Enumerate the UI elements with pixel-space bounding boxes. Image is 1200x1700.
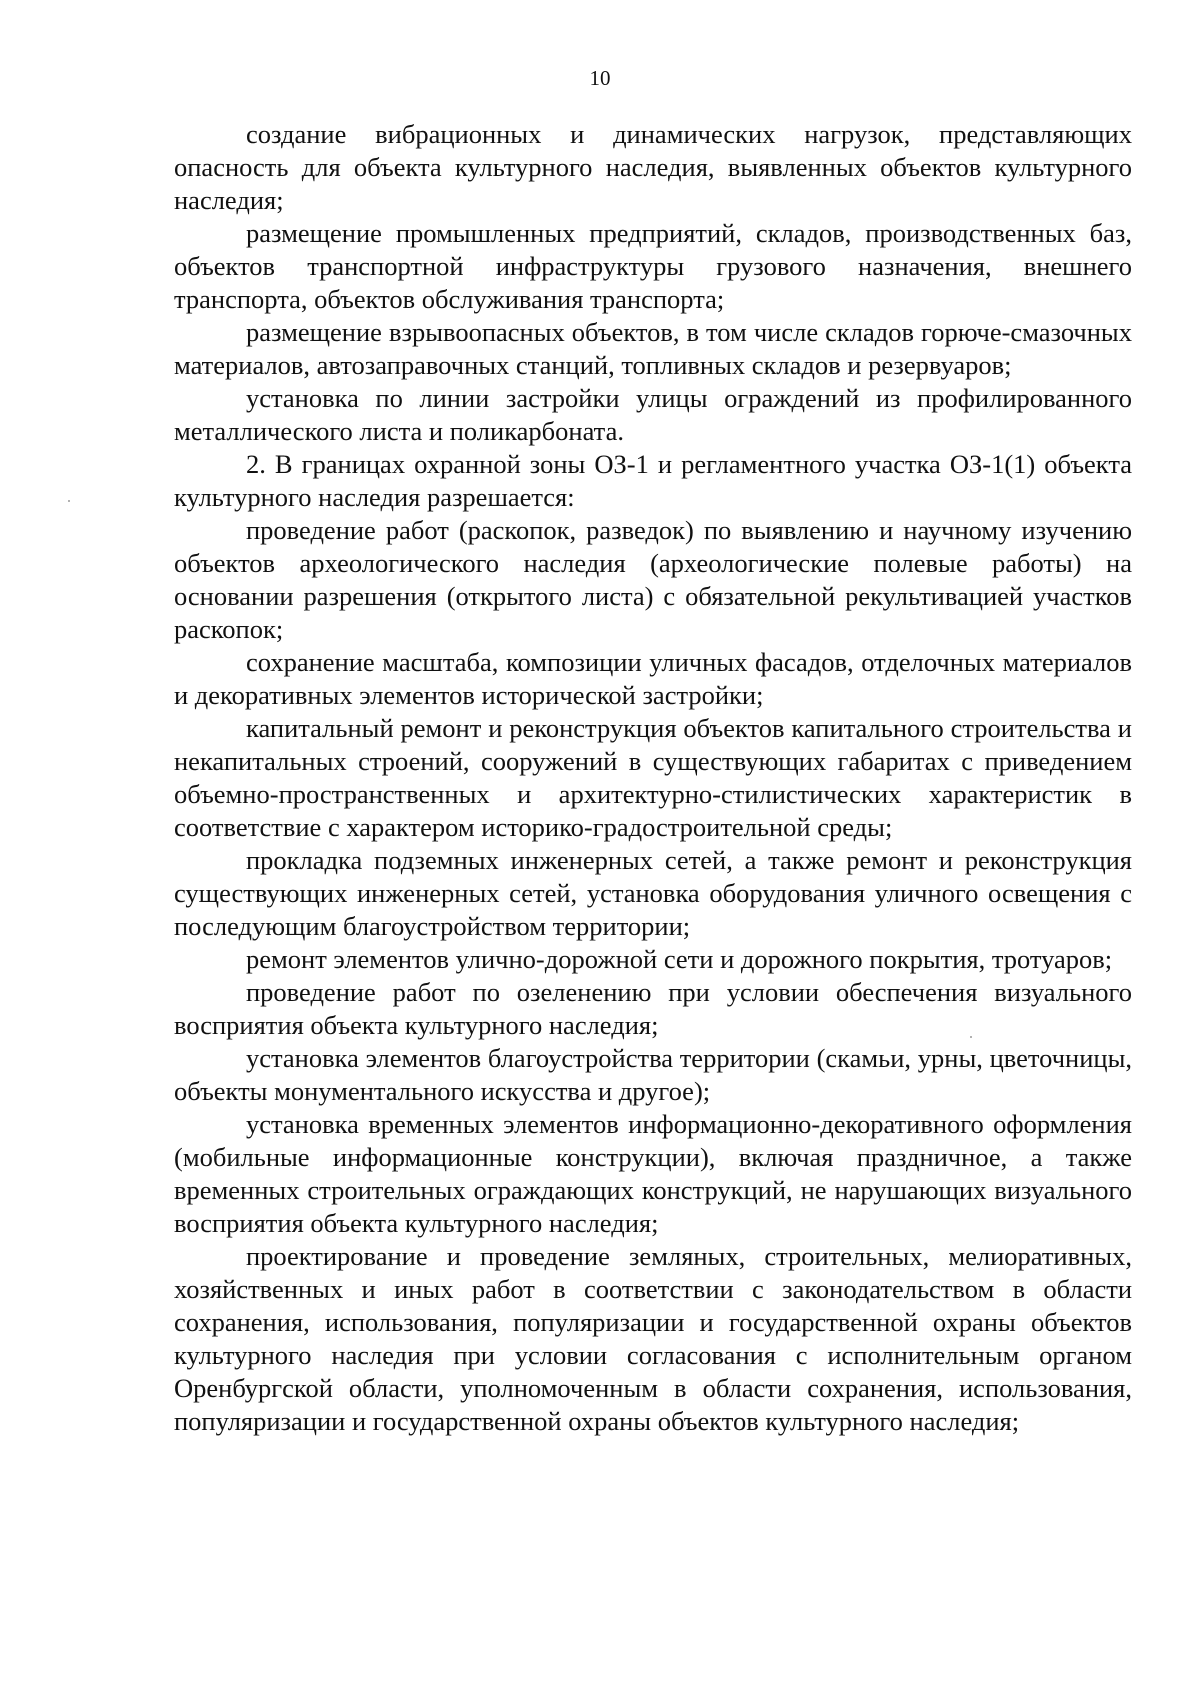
- paragraph-street-furniture: установка элементов благоустройства территории (скамьи, урны, цветочницы, объекты монументального искусства и другое);: [174, 1043, 1132, 1106]
- scan-speck: [68, 500, 70, 502]
- paragraph-section-2-heading: 2. В границах охранной зоны ОЗ-1 и регламентного участка ОЗ-1(1) объекта культурного наследия разрешается:: [174, 449, 1132, 512]
- page-number: 10: [589, 66, 611, 90]
- paragraph-archaeological-works: проведение работ (раскопок, разведок) по выявлению и научному изучению объектов археологического наследия (археологические полевые работы) на основании разрешения (открытого листа) с обязательной рекультивацией участков раскопок;: [174, 515, 1132, 644]
- paragraph-underground-networks: прокладка подземных инженерных сетей, а также ремонт и реконструкция существующих инженерных сетей, установка оборудования уличного освещения с последующим благоустройством территории;: [174, 845, 1132, 941]
- paragraph-facade-preservation: сохранение масштаба, композиции уличных фасадов, отделочных материалов и декоративных элементов исторической застройки;: [174, 647, 1132, 710]
- paragraph-design-and-works: проектирование и проведение земляных, строительных, мелиоративных, хозяйственных и иных работ в соответствии с законодательством в области сохранения, использования, популяризации и государственной охраны объектов культурного наследия при условии согласования с исполнительным органом Оренбургской области, уполномоченным в области сохранения, использования, популяризации и государственной охраны объектов культурного наследия;: [174, 1241, 1132, 1436]
- paragraph-capital-repair: капитальный ремонт и реконструкция объектов капитального строительства и некапитальных строений, сооружений в существующих габаритах с приведением объемно-пространственных и архитектурно-стилистических характеристик в соответствие с характером историко-градостроительной среды;: [174, 713, 1132, 842]
- paragraph-industrial-placement: размещение промышленных предприятий, складов, производственных баз, объектов транспортной инфраструктуры грузового назначения, внешнего транспорта, объектов обслуживания транспорта;: [174, 218, 1132, 314]
- paragraph-explosive-objects: размещение взрывоопасных объектов, в том числе складов горюче-смазочных материалов, автозаправочных станций, топливных складов и резервуаров;: [174, 317, 1132, 380]
- paragraph-fence-installation: установка по линии застройки улицы ограждений из профилированного металлического листа и поликарбоната.: [174, 383, 1132, 446]
- paragraph-landscaping: проведение работ по озеленению при условии обеспечения визуального восприятия объекта культурного наследия;: [174, 977, 1132, 1040]
- paragraph-temporary-structures: установка временных элементов информационно-декоративного оформления (мобильные информационные конструкции), включая праздничное, а также временных строительных ограждающих конструкций, не нарушающих визуального восприятия объекта культурного наследия;: [174, 1109, 1132, 1238]
- paragraph-road-repair: ремонт элементов улично-дорожной сети и дорожного покрытия, тротуаров;: [246, 944, 1113, 974]
- paragraph-vibration-loads: создание вибрационных и динамических нагрузок, представляющих опасность для объекта культурного наследия, выявленных объектов культурного наследия;: [174, 119, 1132, 215]
- document-body: [174, 118, 1132, 1438]
